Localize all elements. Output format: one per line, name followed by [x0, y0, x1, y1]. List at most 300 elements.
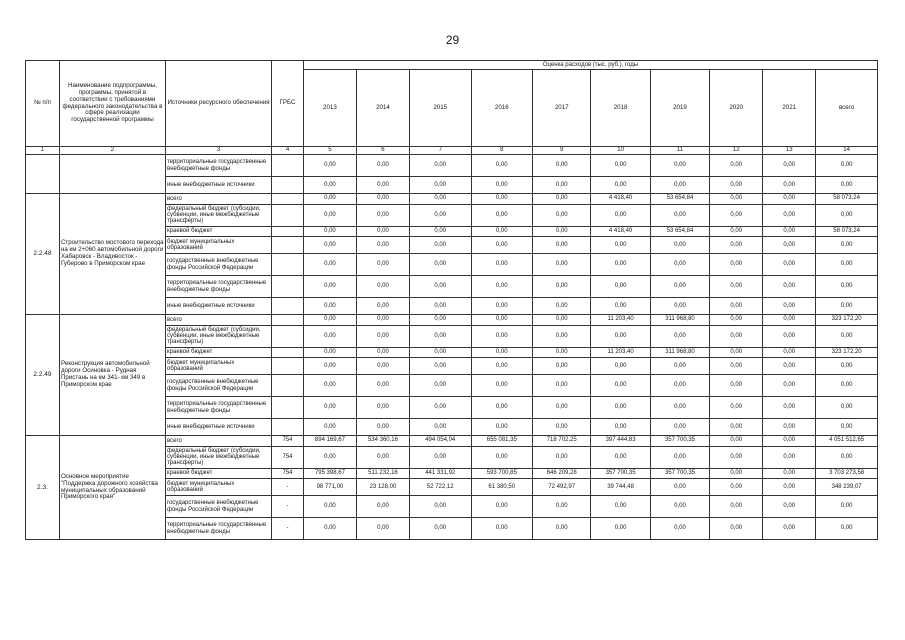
year-value: 0,00 [763, 375, 816, 397]
year-value: 11 203,40 [591, 315, 650, 326]
year-value: 0,00 [533, 496, 591, 518]
column-number: 6 [356, 147, 409, 155]
column-number: 12 [710, 147, 763, 155]
year-value: 0,00 [763, 254, 816, 276]
year-value: 61 380,50 [471, 479, 533, 496]
year-value: 0,00 [591, 237, 650, 254]
year-value: 0,00 [409, 276, 471, 298]
year-value: 0,00 [303, 298, 356, 315]
year-value: 593 700,85 [471, 468, 533, 479]
year-value: 23 128,00 [356, 479, 409, 496]
year-value: 0,00 [763, 518, 816, 540]
year-value: 0,00 [303, 446, 356, 468]
grbs-code [272, 315, 304, 326]
funding-source: всего [166, 315, 272, 326]
year-value: 0,00 [303, 347, 356, 358]
year-value: 0,00 [356, 397, 409, 419]
year-value: 0,00 [650, 496, 709, 518]
year-value: 0,00 [471, 276, 533, 298]
funding-source: государственные внебюджетные фонды Российской Федерации [166, 496, 272, 518]
year-value: 0,00 [710, 358, 763, 375]
grbs-code: 754 [272, 436, 304, 447]
year-value: 0,00 [763, 325, 816, 347]
year-value: 0,00 [409, 204, 471, 226]
item-code: 2.2.48 [26, 194, 60, 315]
year-value: 0,00 [591, 518, 650, 540]
grbs-code: - [272, 479, 304, 496]
year-value: 0,00 [303, 204, 356, 226]
year-value: 39 744,48 [591, 479, 650, 496]
year-value: 0,00 [409, 155, 471, 177]
year-value: 0,00 [303, 155, 356, 177]
funding-source: краевой бюджет [166, 226, 272, 237]
column-number: 9 [533, 147, 591, 155]
year-value: 0,00 [356, 315, 409, 326]
year-value: 0,00 [409, 325, 471, 347]
year-value: 0,00 [763, 315, 816, 326]
column-number: 14 [816, 147, 878, 155]
year-value: 0,00 [409, 397, 471, 419]
grbs-code: 754 [272, 446, 304, 468]
year-value: 0,00 [763, 347, 816, 358]
header-total: всего [816, 70, 878, 147]
year-value: 718 702,25 [533, 436, 591, 447]
year-value: 0,00 [356, 325, 409, 347]
year-value: 53 654,84 [650, 226, 709, 237]
header-year: 2020 [710, 70, 763, 147]
header-estimate: Оценка расходов (тыс. руб.), годы [303, 61, 877, 70]
year-value: 0,00 [533, 204, 591, 226]
funding-source: территориальные государственные внебюджетные фонды [166, 518, 272, 540]
total-value: 323 172,20 [816, 347, 878, 358]
year-value: 0,00 [591, 397, 650, 419]
year-value: 0,00 [533, 347, 591, 358]
year-value: 0,00 [763, 436, 816, 447]
year-value: 0,00 [303, 518, 356, 540]
year-value: 0,00 [591, 155, 650, 177]
year-value: 0,00 [409, 347, 471, 358]
year-value: 0,00 [650, 518, 709, 540]
year-value: 0,00 [471, 237, 533, 254]
year-value: 0,00 [710, 479, 763, 496]
year-value: 0,00 [591, 446, 650, 468]
year-value: 0,00 [710, 155, 763, 177]
funding-source: иные внебюджетные источники [166, 298, 272, 315]
year-value: 0,00 [471, 254, 533, 276]
year-value: 0,00 [356, 446, 409, 468]
header-year: 2021 [763, 70, 816, 147]
year-value: 0,00 [533, 397, 591, 419]
grbs-code [272, 194, 304, 205]
year-value: 0,00 [356, 518, 409, 540]
year-value: 0,00 [710, 276, 763, 298]
year-value: 0,00 [471, 518, 533, 540]
column-number: 13 [763, 147, 816, 155]
year-value: 655 081,35 [471, 436, 533, 447]
item-code: 2.3. [26, 436, 60, 540]
year-value: 0,00 [533, 155, 591, 177]
year-value: 494 054,04 [409, 436, 471, 447]
year-value: 0,00 [356, 347, 409, 358]
total-value: 0,00 [816, 237, 878, 254]
year-value: 4 418,40 [591, 226, 650, 237]
year-value: 0,00 [471, 419, 533, 436]
grbs-code [272, 358, 304, 375]
year-value: 0,00 [710, 347, 763, 358]
year-value: 0,00 [533, 276, 591, 298]
item-code [26, 155, 60, 194]
year-value: 0,00 [409, 358, 471, 375]
year-value: 0,00 [650, 325, 709, 347]
header-year: 2015 [409, 70, 471, 147]
total-value: 0,00 [816, 276, 878, 298]
year-value: 0,00 [763, 204, 816, 226]
year-value: 0,00 [533, 325, 591, 347]
year-value: 0,00 [303, 315, 356, 326]
column-number: 11 [650, 147, 709, 155]
year-value: 11 203,40 [591, 347, 650, 358]
year-value: 0,00 [763, 358, 816, 375]
year-value: 0,00 [533, 237, 591, 254]
year-value: 0,00 [471, 397, 533, 419]
header-year: 2019 [650, 70, 709, 147]
total-value: 0,00 [816, 397, 878, 419]
year-value: 0,00 [471, 375, 533, 397]
year-value: 357 700,35 [591, 468, 650, 479]
year-value: 0,00 [650, 479, 709, 496]
funding-source: бюджет муниципальных образований [166, 479, 272, 496]
year-value: 0,00 [303, 496, 356, 518]
year-value: 0,00 [710, 298, 763, 315]
column-number: 10 [591, 147, 650, 155]
grbs-code: - [272, 496, 304, 518]
year-value: 0,00 [409, 446, 471, 468]
item-name: Строительство мостового перехода на км 2+060 автомобильной дороги Хабаровск - Владивосток - Губерово в Приморском крае [59, 194, 165, 315]
grbs-code [272, 419, 304, 436]
total-value: 0,00 [816, 298, 878, 315]
header-num: № п/п [26, 61, 60, 147]
grbs-code [272, 155, 304, 177]
column-number: 8 [471, 147, 533, 155]
item-name: Реконструкция автомобильной дороги Осиновка - Рудная Пристань на км 341- км 349 в Приморском крае [59, 315, 165, 436]
table-row [26, 194, 878, 205]
grbs-code [272, 226, 304, 237]
year-value: 534 360,16 [356, 436, 409, 447]
year-value: 0,00 [303, 276, 356, 298]
budget-table [25, 60, 878, 540]
item-name: Основное мероприятие "Поддержка дорожного хозяйства муниципальных образований Приморского края" [59, 436, 165, 540]
year-value: 311 968,80 [650, 315, 709, 326]
total-value: 0,00 [816, 204, 878, 226]
year-value: 0,00 [409, 419, 471, 436]
year-value: 0,00 [533, 177, 591, 194]
total-value: 0,00 [816, 496, 878, 518]
year-value: 0,00 [710, 436, 763, 447]
funding-source: федеральный бюджет (субсидии, субвенции, иные межбюджетные трансферты) [166, 446, 272, 468]
year-value: 0,00 [710, 375, 763, 397]
year-value: 0,00 [303, 254, 356, 276]
header-sources: Источники ресурсного обеспечения [166, 61, 272, 147]
column-number: 2 [59, 147, 165, 155]
year-value: 0,00 [356, 496, 409, 518]
year-value: 0,00 [471, 347, 533, 358]
year-value: 0,00 [409, 375, 471, 397]
year-value: 0,00 [533, 419, 591, 436]
total-value: 0,00 [816, 325, 878, 347]
year-value: 0,00 [356, 375, 409, 397]
year-value: 0,00 [591, 358, 650, 375]
item-code: 2.2.49 [26, 315, 60, 436]
year-value: 0,00 [409, 194, 471, 205]
column-number: 7 [409, 147, 471, 155]
year-value: 0,00 [471, 155, 533, 177]
year-value: 0,00 [763, 177, 816, 194]
year-value: 53 654,84 [650, 194, 709, 205]
column-number: 5 [303, 147, 356, 155]
grbs-code [272, 204, 304, 226]
year-value: 0,00 [533, 298, 591, 315]
total-value: 58 073,24 [816, 226, 878, 237]
year-value: 0,00 [710, 446, 763, 468]
year-value: 357 700,35 [650, 436, 709, 447]
table-row [26, 315, 878, 326]
year-value: 0,00 [763, 237, 816, 254]
year-value: 0,00 [763, 479, 816, 496]
year-value: 0,00 [533, 446, 591, 468]
column-number: 1 [26, 147, 60, 155]
year-value: 0,00 [471, 496, 533, 518]
grbs-code: - [272, 518, 304, 540]
header-grbs: ГРБС [272, 61, 304, 147]
table-row [26, 436, 878, 447]
total-value: 0,00 [816, 446, 878, 468]
year-value: 0,00 [471, 194, 533, 205]
year-value: 0,00 [710, 518, 763, 540]
year-value: 0,00 [356, 177, 409, 194]
page-number: 29 [445, 33, 460, 47]
total-value: 0,00 [816, 419, 878, 436]
grbs-code [272, 298, 304, 315]
year-value: 0,00 [303, 419, 356, 436]
table-row [26, 155, 878, 177]
column-numbers-row [26, 147, 878, 155]
year-value: 0,00 [533, 226, 591, 237]
year-value: 0,00 [710, 204, 763, 226]
year-value: 98 771,00 [303, 479, 356, 496]
year-value: 0,00 [356, 419, 409, 436]
year-value: 0,00 [356, 298, 409, 315]
year-value: 0,00 [710, 237, 763, 254]
total-value: 0,00 [816, 155, 878, 177]
total-value: 0,00 [816, 254, 878, 276]
year-value: 0,00 [471, 226, 533, 237]
year-value: 0,00 [303, 237, 356, 254]
year-value: 0,00 [763, 397, 816, 419]
total-value: 0,00 [816, 518, 878, 540]
year-value: 0,00 [471, 446, 533, 468]
funding-source: иные внебюджетные источники [166, 419, 272, 436]
header-year: 2017 [533, 70, 591, 147]
year-value: 0,00 [533, 254, 591, 276]
year-value: 0,00 [356, 194, 409, 205]
column-number: 3 [166, 147, 272, 155]
year-value: 0,00 [650, 446, 709, 468]
year-value: 0,00 [409, 254, 471, 276]
grbs-code [272, 375, 304, 397]
year-value: 4 418,40 [591, 194, 650, 205]
year-value: 0,00 [763, 276, 816, 298]
year-value: 0,00 [471, 204, 533, 226]
year-value: 0,00 [710, 468, 763, 479]
year-value: 52 722,12 [409, 479, 471, 496]
year-value: 0,00 [409, 226, 471, 237]
year-value: 0,00 [650, 204, 709, 226]
year-value: 0,00 [409, 177, 471, 194]
year-value: 0,00 [409, 298, 471, 315]
year-value: 0,00 [591, 177, 650, 194]
table-body [26, 155, 878, 540]
year-value: 0,00 [356, 155, 409, 177]
year-value: 0,00 [763, 226, 816, 237]
header-year: 2016 [471, 70, 533, 147]
year-value: 0,00 [710, 226, 763, 237]
year-value: 0,00 [356, 254, 409, 276]
total-value: 348 239,07 [816, 479, 878, 496]
year-value: 0,00 [763, 496, 816, 518]
grbs-code [272, 254, 304, 276]
year-value: 0,00 [591, 496, 650, 518]
column-number: 4 [272, 147, 304, 155]
year-value: 0,00 [591, 254, 650, 276]
year-value: 0,00 [409, 518, 471, 540]
year-value: 0,00 [650, 358, 709, 375]
year-value: 0,00 [710, 397, 763, 419]
year-value: 0,00 [356, 237, 409, 254]
header-year: 2013 [303, 70, 356, 147]
total-value: 0,00 [816, 375, 878, 397]
funding-source: федеральный бюджет (субсидии, субвенции, иные межбюджетные трансферты) [166, 204, 272, 226]
funding-source: всего [166, 194, 272, 205]
funding-source: краевой бюджет [166, 468, 272, 479]
total-value: 3 703 273,58 [816, 468, 878, 479]
year-value: 72 492,97 [533, 479, 591, 496]
year-value: 0,00 [763, 419, 816, 436]
year-value: 0,00 [409, 315, 471, 326]
funding-source: территориальные государственные внебюджетные фонды [166, 276, 272, 298]
grbs-code: 754 [272, 468, 304, 479]
year-value: 0,00 [650, 254, 709, 276]
year-value: 441 331,92 [409, 468, 471, 479]
total-value: 4 051 512,65 [816, 436, 878, 447]
year-value: 0,00 [591, 375, 650, 397]
header-year: 2014 [356, 70, 409, 147]
year-value: 0,00 [710, 315, 763, 326]
grbs-code [272, 347, 304, 358]
item-name [59, 155, 165, 194]
year-value: 0,00 [533, 358, 591, 375]
grbs-code [272, 237, 304, 254]
year-value: 0,00 [710, 325, 763, 347]
funding-source: федеральный бюджет (субсидии, субвенции, иные межбюджетные трансферты) [166, 325, 272, 347]
year-value: 0,00 [303, 358, 356, 375]
year-value: 0,00 [533, 194, 591, 205]
year-value: 0,00 [591, 419, 650, 436]
year-value: 0,00 [650, 276, 709, 298]
year-value: 0,00 [409, 496, 471, 518]
year-value: 0,00 [471, 325, 533, 347]
funding-source: территориальные государственные внебюджетные фонды [166, 397, 272, 419]
grbs-code [272, 276, 304, 298]
year-value: 0,00 [650, 155, 709, 177]
year-value: 0,00 [471, 358, 533, 375]
year-value: 0,00 [710, 254, 763, 276]
funding-source: иные внебюджетные источники [166, 177, 272, 194]
year-value: 0,00 [710, 419, 763, 436]
year-value: 0,00 [303, 325, 356, 347]
funding-source: краевой бюджет [166, 347, 272, 358]
header-name: Наименование подпрограммы, программы, принятой в соответствии с требованиями федерального законодательства в сфере реализации государственной программы [59, 61, 165, 147]
grbs-code [272, 325, 304, 347]
year-value: 0,00 [303, 375, 356, 397]
year-value: 0,00 [763, 468, 816, 479]
funding-source: бюджет муниципальных образований [166, 237, 272, 254]
total-value: 0,00 [816, 177, 878, 194]
header-row [26, 61, 878, 70]
year-value: 0,00 [650, 419, 709, 436]
year-value: 0,00 [356, 204, 409, 226]
funding-source: территориальные государственные внебюджетные фонды [166, 155, 272, 177]
year-value: 0,00 [303, 397, 356, 419]
year-value: 0,00 [356, 358, 409, 375]
year-value: 0,00 [763, 155, 816, 177]
year-value: 511 232,16 [356, 468, 409, 479]
year-value: 0,00 [356, 276, 409, 298]
year-value: 0,00 [533, 375, 591, 397]
year-value: 0,00 [591, 298, 650, 315]
funding-source: всего [166, 436, 272, 447]
year-value: 0,00 [650, 298, 709, 315]
year-value: 0,00 [533, 315, 591, 326]
header-year: 2018 [591, 70, 650, 147]
year-value: 0,00 [591, 204, 650, 226]
funding-source: государственные внебюджетные фонды Российской Федерации [166, 254, 272, 276]
year-value: 0,00 [303, 226, 356, 237]
year-value: 0,00 [763, 446, 816, 468]
year-value: 0,00 [591, 325, 650, 347]
year-value: 357 700,35 [650, 468, 709, 479]
year-value: 0,00 [650, 177, 709, 194]
grbs-code [272, 177, 304, 194]
year-value: 0,00 [471, 298, 533, 315]
year-value: 0,00 [710, 177, 763, 194]
funding-source: бюджет муниципальных образований [166, 358, 272, 375]
funding-source: государственные внебюджетные фонды Российской Федерации [166, 375, 272, 397]
year-value: 0,00 [650, 397, 709, 419]
total-value: 0,00 [816, 358, 878, 375]
year-value: 0,00 [650, 237, 709, 254]
year-value: 0,00 [409, 237, 471, 254]
grbs-code [272, 397, 304, 419]
year-value: 0,00 [710, 194, 763, 205]
year-value: 0,00 [471, 177, 533, 194]
year-value: 311 968,80 [650, 347, 709, 358]
year-value: 0,00 [356, 226, 409, 237]
year-value: 0,00 [763, 298, 816, 315]
year-value: 0,00 [471, 315, 533, 326]
total-value: 323 172,20 [816, 315, 878, 326]
total-value: 58 073,24 [816, 194, 878, 205]
year-value: 397 444,83 [591, 436, 650, 447]
